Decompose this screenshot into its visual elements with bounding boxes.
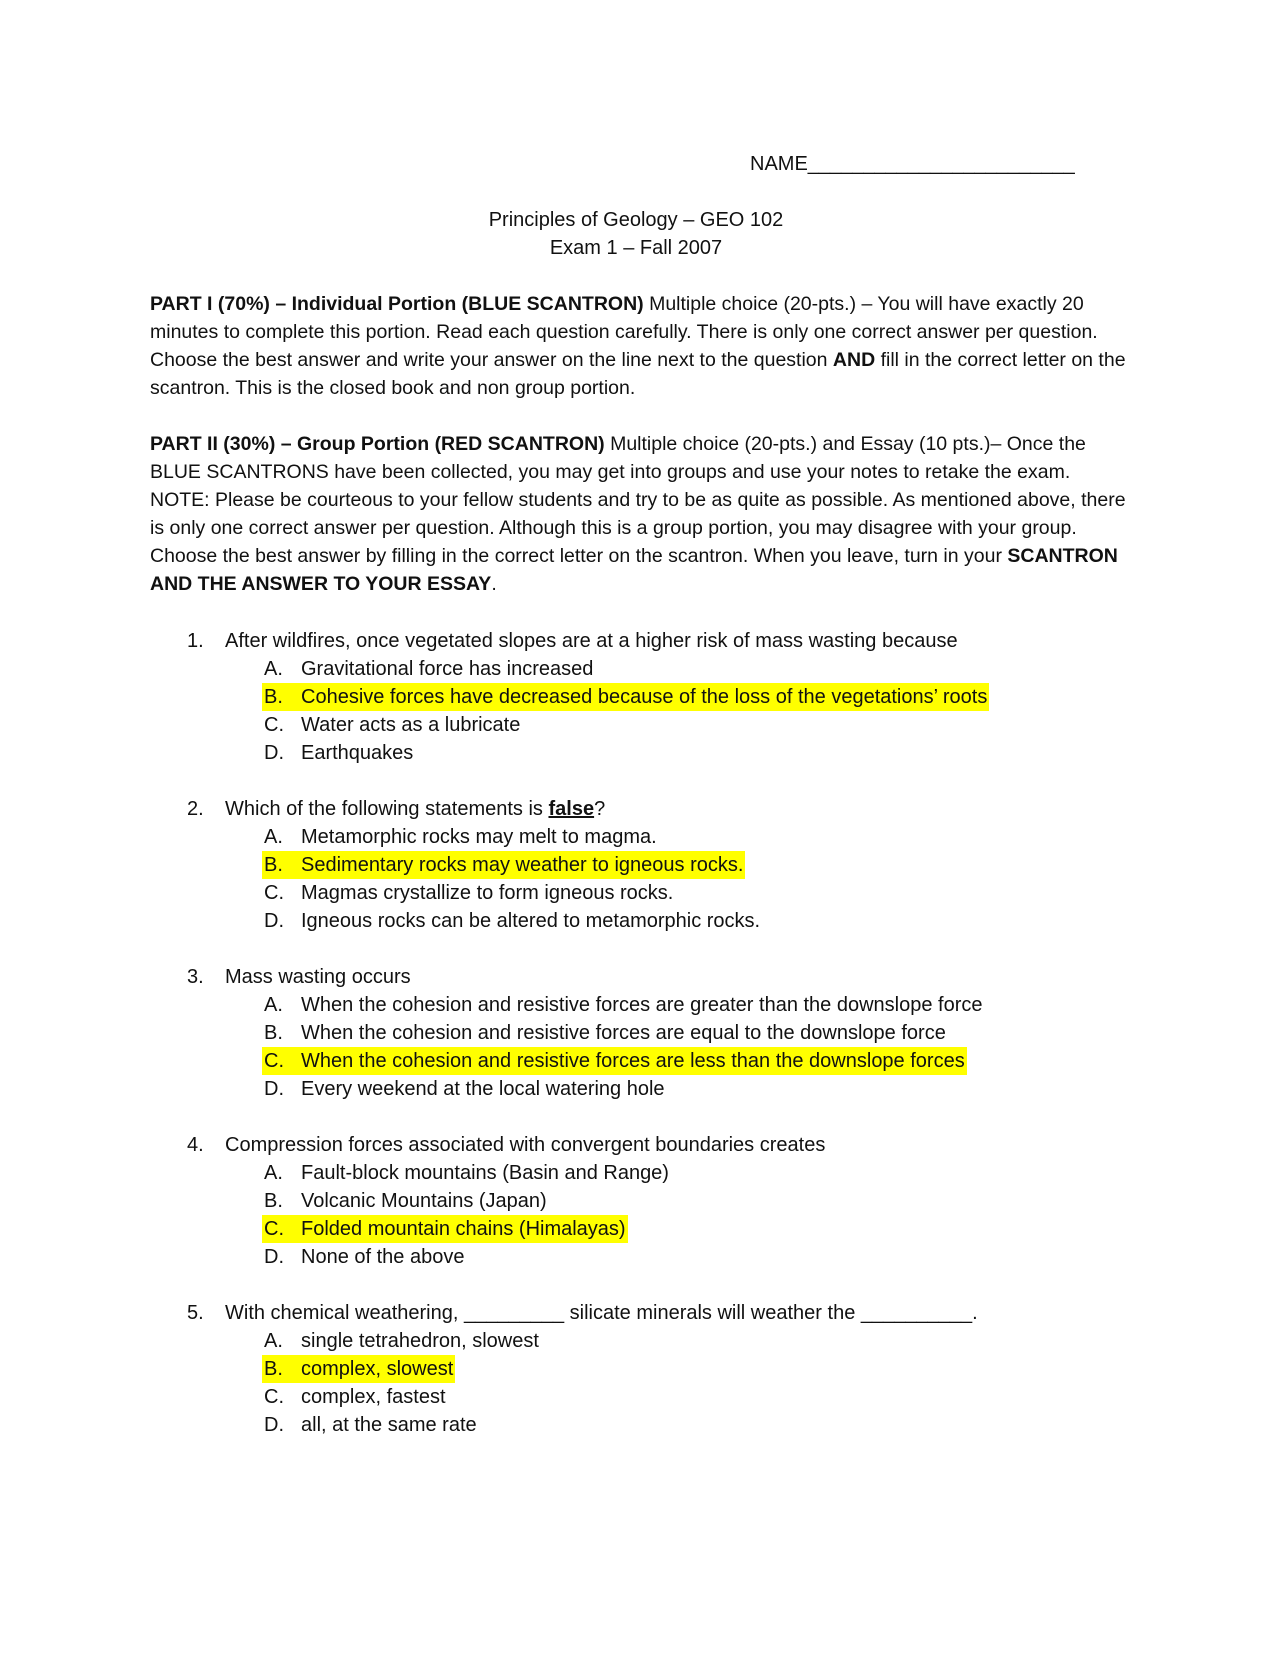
option-c: [262, 1383, 448, 1411]
option-c-highlighted: [262, 1215, 628, 1243]
option-letter: D.: [264, 742, 284, 764]
answer-option: [0, 1327, 1280, 1355]
option-text: When the cohesion and resistive forces are less than the downslope forces: [301, 1050, 965, 1072]
answer-option: [0, 1019, 1280, 1047]
answer-option: [0, 851, 1280, 879]
option-a: [262, 655, 595, 683]
option-letter: A.: [264, 1330, 283, 1352]
answer-option: [0, 655, 1280, 683]
exam-title: [0, 206, 1280, 262]
part2-text-a: Multiple choice (20-pts.) and Essay (10 pts.)– Once the BLUE SCANTRONS have been collected, you may get into groups and use your notes to retake the exam. NOTE: Please be courteous to your fellow students and try to be as quite as possible. As mentioned above, there is only one correct answer per question. Although this is a group portion, you may disagree with your group. Choose the best answer by filling in the correct letter on the scantron. When you leave, turn in your: [150, 433, 1126, 567]
option-letter: A.: [264, 658, 283, 680]
option-text: When the cohesion and resistive forces are equal to the downslope force: [301, 1022, 946, 1044]
option-letter: A.: [264, 1162, 283, 1184]
question-number: 5.: [187, 1302, 204, 1324]
question-stem: [0, 627, 1280, 655]
option-letter: D.: [264, 1414, 284, 1436]
option-text: complex, fastest: [301, 1386, 446, 1408]
part1-instructions: [150, 290, 1135, 402]
option-text: Water acts as a lubricate: [301, 714, 521, 736]
answer-option: [0, 991, 1280, 1019]
option-letter: C.: [264, 1050, 284, 1072]
option-a: [262, 991, 985, 1019]
answer-option: [0, 1047, 1280, 1075]
answer-option: [0, 711, 1280, 739]
part1-text-a: Multiple choice (20-pts.) – You will have exactly 20 minutes to complete this portion. Read each question carefully. There is only one correct answer per question. Choose the best answer and write your answer on the line next to the question: [150, 293, 1098, 371]
option-c: [262, 879, 675, 907]
option-letter: B.: [264, 854, 283, 876]
question-text: With chemical weathering, _________ silicate minerals will weather the __________.: [225, 1302, 978, 1324]
option-d: [262, 1411, 479, 1439]
question-number: 2.: [187, 798, 204, 820]
option-b: [262, 1019, 948, 1047]
question-text: Compression forces associated with convergent boundaries creates: [225, 1134, 826, 1156]
option-c-highlighted: [262, 1047, 967, 1075]
option-letter: C.: [264, 714, 284, 736]
part2-text-end: .: [491, 573, 497, 595]
option-letter: A.: [264, 826, 283, 848]
option-b: [262, 1187, 549, 1215]
answer-option: [0, 1383, 1280, 1411]
answer-option: [0, 683, 1280, 711]
question-2: [0, 795, 1280, 935]
option-text: Volcanic Mountains (Japan): [301, 1190, 547, 1212]
answer-option: [0, 1355, 1280, 1383]
option-a: [262, 823, 659, 851]
option-text: Gravitational force has increased: [301, 658, 594, 680]
question-emphasis: false: [548, 798, 595, 820]
part1-and: AND: [832, 349, 876, 371]
option-d: [262, 739, 415, 767]
option-b-highlighted: [262, 1355, 455, 1383]
question-5: [0, 1299, 1280, 1439]
question-3: [0, 963, 1280, 1103]
option-letter: C.: [264, 1218, 284, 1240]
option-a: [262, 1327, 541, 1355]
option-letter: D.: [264, 1246, 284, 1268]
answer-option: [0, 739, 1280, 767]
question-4: [0, 1131, 1280, 1271]
option-letter: C.: [264, 882, 284, 904]
option-letter: B.: [264, 686, 283, 708]
option-letter: B.: [264, 1022, 283, 1044]
option-text: Folded mountain chains (Himalayas): [301, 1218, 626, 1240]
part1-heading: PART I (70%) – Individual Portion (BLUE SCANTRON): [150, 293, 644, 315]
option-text: Magmas crystallize to form igneous rocks.: [301, 882, 674, 904]
answer-option: [0, 1187, 1280, 1215]
question-stem: [0, 1131, 1280, 1159]
option-d: [262, 1075, 667, 1103]
answer-option: [0, 879, 1280, 907]
question-number: 3.: [187, 966, 204, 988]
question-stem: [0, 1299, 1280, 1327]
question-text: Mass wasting occurs: [225, 966, 411, 988]
part2-instructions: [150, 430, 1135, 598]
option-text: Every weekend at the local watering hole: [301, 1078, 665, 1100]
option-text: Metamorphic rocks may melt to magma.: [301, 826, 657, 848]
answer-option: [0, 1411, 1280, 1439]
option-b-highlighted: [262, 683, 989, 711]
option-b-highlighted: [262, 851, 745, 879]
option-text: Igneous rocks can be altered to metamorphic rocks.: [301, 910, 761, 932]
option-text: single tetrahedron, slowest: [301, 1330, 539, 1352]
option-letter: A.: [264, 994, 283, 1016]
option-c: [262, 711, 522, 739]
answer-option: [0, 907, 1280, 935]
option-letter: B.: [264, 1358, 283, 1380]
question-text-pre: Which of the following statements is: [225, 798, 549, 820]
question-list: [0, 627, 1280, 1467]
option-text: Earthquakes: [301, 742, 414, 764]
part2-heading: PART II (30%) – Group Portion (RED SCANTRON): [150, 433, 605, 455]
option-letter: C.: [264, 1386, 284, 1408]
course-title: Principles of Geology – GEO 102: [488, 209, 784, 231]
option-text: complex, slowest: [301, 1358, 454, 1380]
answer-option: [0, 1243, 1280, 1271]
part2-bold-end: SCANTRON AND THE ANSWER TO YOUR ESSAY: [150, 545, 1118, 595]
question-1: [0, 627, 1280, 767]
option-letter: D.: [264, 1078, 284, 1100]
exam-subtitle: Exam 1 – Fall 2007: [549, 237, 723, 259]
option-letter: B.: [264, 1190, 283, 1212]
answer-option: [0, 1215, 1280, 1243]
answer-option: [0, 823, 1280, 851]
option-d: [262, 907, 762, 935]
answer-option: [0, 1159, 1280, 1187]
option-letter: D.: [264, 910, 284, 932]
option-text: Fault-block mountains (Basin and Range): [301, 1162, 669, 1184]
part1-text-b: fill in the correct letter on the scantron. This is the closed book and non group portion.: [150, 349, 1126, 399]
question-number: 1.: [187, 630, 204, 652]
option-a: [262, 1159, 671, 1187]
name-field-label: NAME________________________: [750, 153, 1075, 175]
option-text: Sedimentary rocks may weather to igneous rocks.: [301, 854, 744, 876]
option-d: [262, 1243, 466, 1271]
question-stem: [0, 963, 1280, 991]
question-text: [225, 795, 605, 823]
question-text-post: ?: [594, 798, 606, 820]
option-text: None of the above: [301, 1246, 465, 1268]
question-number: 4.: [187, 1134, 204, 1156]
question-text: After wildfires, once vegetated slopes are at a higher risk of mass wasting because: [225, 630, 958, 652]
option-text: When the cohesion and resistive forces are greater than the downslope force: [301, 994, 983, 1016]
option-text: all, at the same rate: [301, 1414, 477, 1436]
answer-option: [0, 1075, 1280, 1103]
option-text: Cohesive forces have decreased because of the loss of the vegetations’ roots: [301, 686, 988, 708]
question-stem: [0, 795, 1280, 823]
